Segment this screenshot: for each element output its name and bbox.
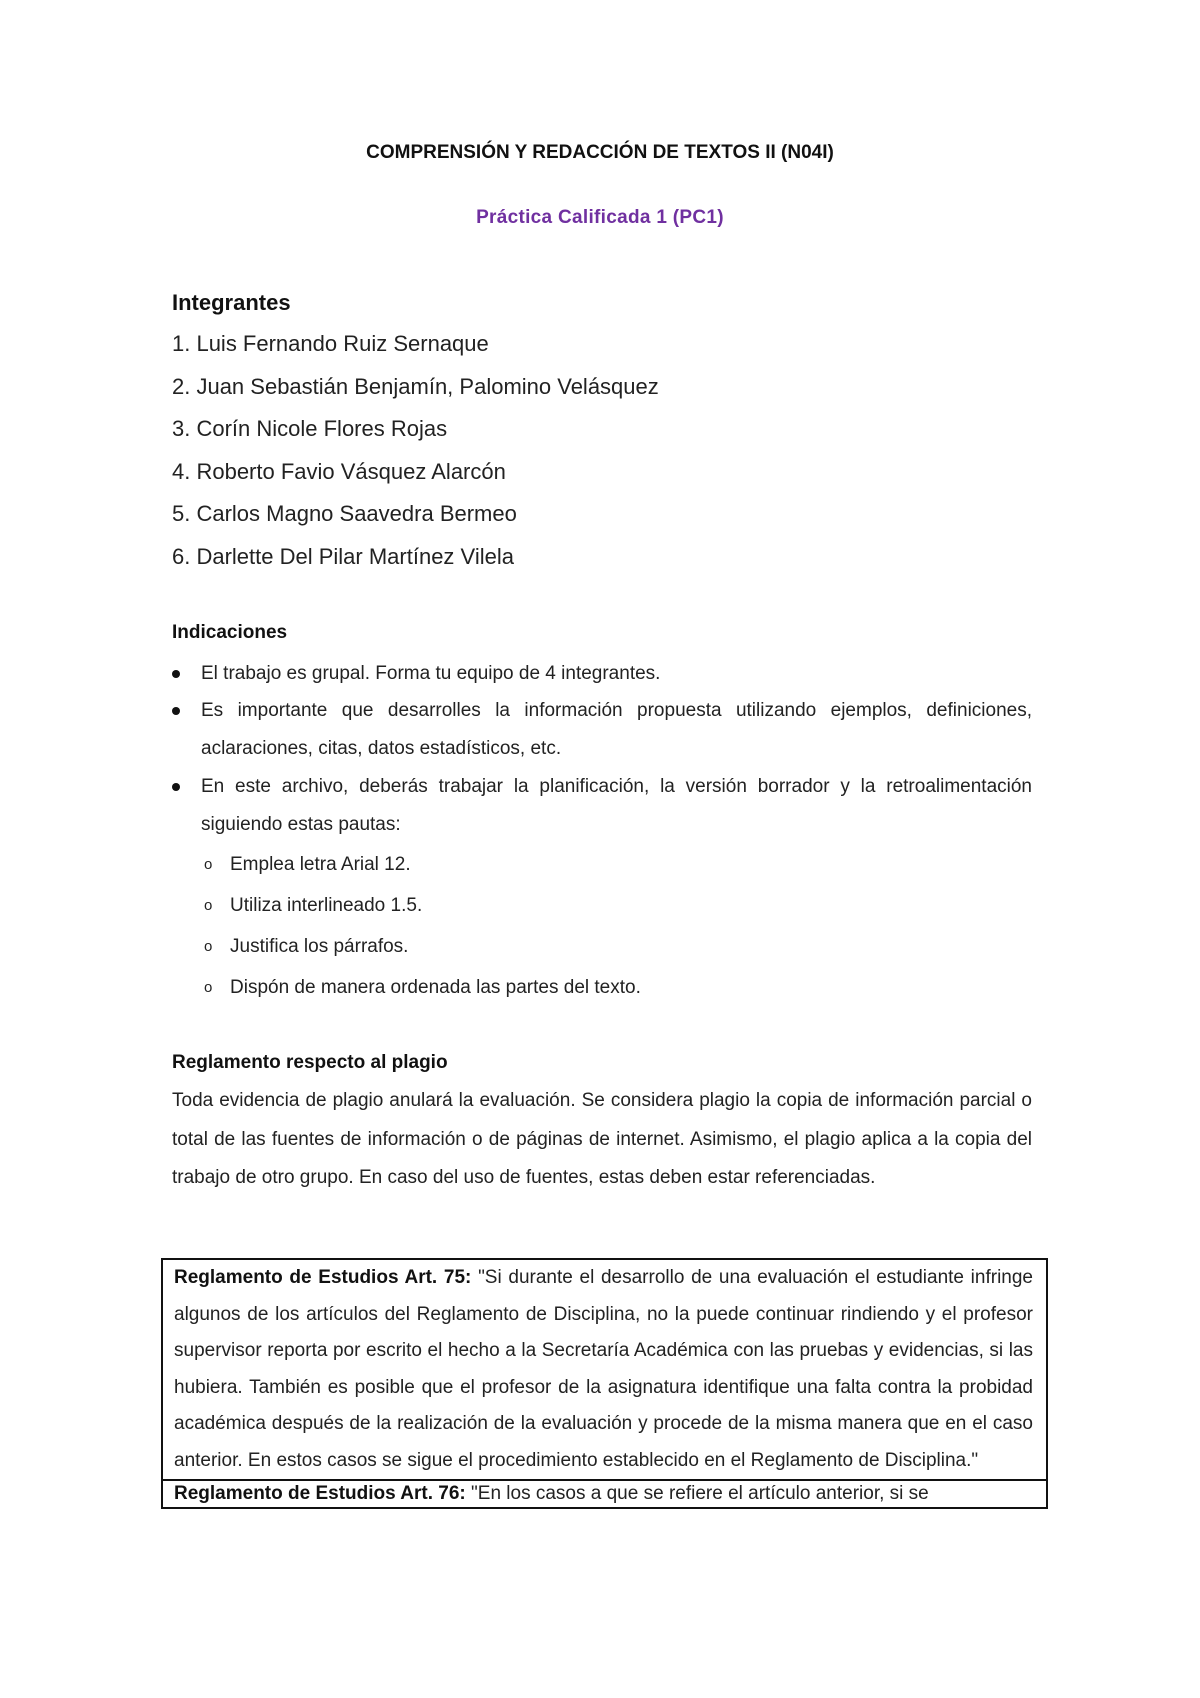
bullet-icon (172, 783, 180, 791)
list-item: 2. Juan Sebastián Benjamín, Palomino Velásquez (172, 373, 659, 399)
circle-bullet-icon: o (204, 856, 213, 873)
list-item: 6. Darlette Del Pilar Martínez Vilela (172, 543, 514, 569)
plagiarism-heading: Reglamento respecto al plagio (172, 1052, 448, 1073)
guidelines-list (201, 844, 1032, 1008)
regulation-text: "Si durante el desarrollo de una evaluación el estudiante infringe algunos de los artículos del Reglamento de Disciplina, no la puede continuar rindiendo y el profesor supervisor reporta por escrito el hecho a la Secretaría Académica con las pruebas y evidencias, si las hubiera. También es posible que el profesor de la asignatura identifique una falta contra la probidad académica después de la realización de la evaluación y procede de la misma manera que en el caso anterior. En estos casos se sigue el procedimiento establecido en el Reglamento de Disciplina." (174, 1267, 1033, 1471)
regulation-label: Reglamento de Estudios Art. 76: (174, 1483, 466, 1504)
document-title: COMPRENSIÓN Y REDACCIÓN DE TEXTOS II (N04I) (366, 142, 834, 163)
list-item (201, 885, 1032, 926)
circle-bullet-icon: o (204, 979, 213, 996)
list-item (201, 967, 1032, 1008)
list-item: 4. Roberto Favio Vásquez Alarcón (172, 458, 506, 484)
list-item (172, 768, 1032, 1008)
regulation-article-75 (163, 1260, 1046, 1479)
circle-bullet-icon: o (204, 938, 213, 955)
circle-bullet-icon: o (204, 897, 213, 914)
sub-item-text: Dispón de manera ordenada las partes del texto. (230, 977, 641, 998)
bullet-text: El trabajo es grupal. Forma tu equipo de 4 integrantes. (201, 663, 661, 684)
regulation-article-76 (163, 1479, 1046, 1507)
indications-heading: Indicaciones (172, 622, 288, 643)
list-item: 5. Carlos Magno Saavedra Bermeo (172, 501, 517, 527)
sub-item-text: Justifica los párrafos. (230, 936, 409, 957)
list-item: 3. Corín Nicole Flores Rojas (172, 416, 448, 442)
bullet-text: Es importante que desarrolles la información propuesta utilizando ejemplos, definiciones, aclaraciones, citas, datos estadísticos, etc. (201, 700, 1032, 759)
bullet-icon (172, 670, 180, 678)
plagiarism-paragraph: Toda evidencia de plagio anulará la evaluación. Se considera plagio la copia de información parcial o total de las fuentes de información o de páginas de internet. Asimismo, el plagio aplica a la copia del trabajo de otro grupo. En caso del uso de fuentes, estas deben estar referenciadas. (172, 1090, 1032, 1188)
regulation-text: "En los casos a que se refiere el artículo anterior, si se (471, 1483, 929, 1504)
list-item (201, 926, 1032, 967)
indications-list (172, 655, 1032, 1008)
members-list (172, 326, 659, 582)
bullet-text: En este archivo, deberás trabajar la planificación, la versión borrador y la retroalimentación siguiendo estas pautas: (201, 776, 1032, 835)
list-item: 1. Luis Fernando Ruiz Sernaque (172, 331, 489, 356)
bullet-icon (172, 707, 180, 715)
sub-item-text: Utiliza interlineado 1.5. (230, 895, 423, 916)
regulations-box (161, 1258, 1048, 1509)
list-item (172, 655, 1032, 693)
members-heading: Integrantes (172, 290, 291, 315)
list-item (201, 844, 1032, 885)
regulation-label: Reglamento de Estudios Art. 75: (174, 1267, 472, 1288)
document-subtitle: Práctica Calificada 1 (PC1) (476, 207, 724, 228)
list-item (172, 692, 1032, 768)
sub-item-text: Emplea letra Arial 12. (230, 854, 411, 875)
